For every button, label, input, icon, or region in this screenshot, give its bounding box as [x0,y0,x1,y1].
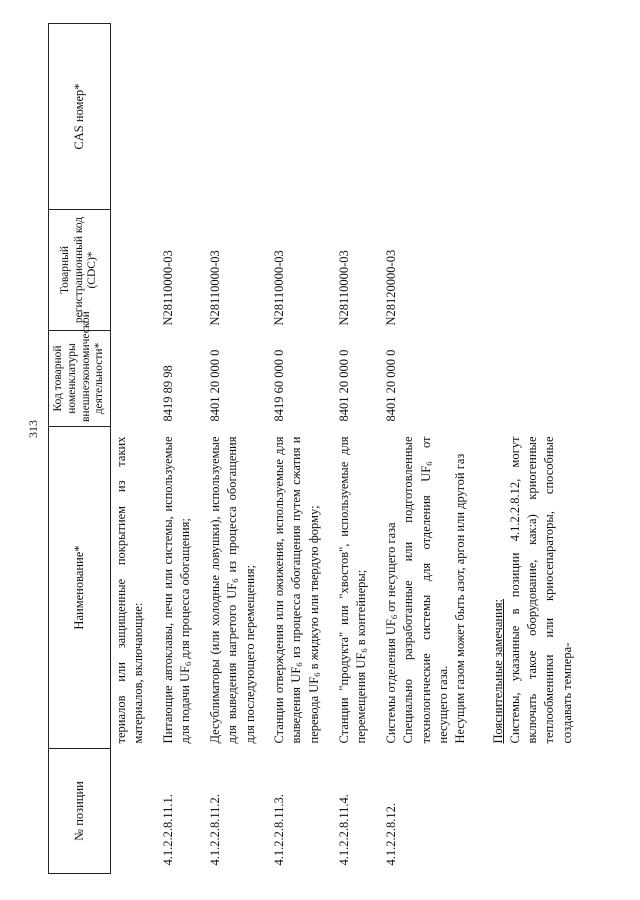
cdc-code: N28110000-03 [271,250,286,326]
table-row [205,24,269,874]
note-text: Системы, указанные в позиции 4.1.2.2.8.12, могут включать такое оборудование, как:а) криогенные теплообменники или криосепараторы, способные создавать темпера- [507,436,574,744]
cdc-code: N28110000-03 [336,250,351,326]
table-row [334,24,381,874]
table-row [269,24,334,874]
item-description: Специально разработанные или подготовленные технологические системы для отделения $UF_6$ от несущего газа. [401,436,451,744]
tn-ved-code: 8401 20 000 0 [383,349,398,422]
position-number: 4.1.2.2.8.11.3. [271,794,286,866]
position-number: 4.1.2.2.8.11.4. [336,794,351,866]
item-name: Станции "продукта" или "хвостов", используемые для перемещения $UF_6$ в контейнеры; [336,436,369,744]
cas-number [334,24,381,210]
item-description-extra: Несущим газом может быть азот, аргон или другой газ [453,453,468,744]
note [488,427,586,749]
cas-number [158,24,205,210]
cas-number [205,24,269,210]
tn-ved-code: 8401 20 000 0 [207,349,222,422]
header-position: № позиции [49,749,111,874]
position-number: 4.1.2.2.8.11.2. [207,794,222,866]
cdc-code: N28110000-03 [160,250,175,326]
item-name: Десублиматоры (или холодные ловушки), используемые для выведения нагретого $UF_6$ из процесса обогащения для последующего перемещения; [207,436,257,744]
position-number: 4.1.2.2.8.11.1. [160,794,175,866]
intro-text: териалов или защищенные покрытием из таких материалов, включающие: [114,436,146,744]
position-number: 4.1.2.2.8.12. [383,803,398,866]
intro-row [111,24,158,874]
item-title: Системы отделения $UF_6$ от несущего газа [383,522,399,744]
header-cas: CAS номер* [49,24,111,210]
cas-number [381,24,480,210]
page-number: 313 [26,420,40,438]
table-row [158,24,205,874]
rotated-page-content [48,24,588,874]
header-tn-ved: Код товарной номенклатуры внешнеэкономической деятельности* [49,331,111,427]
header-name: Наименование* [49,427,111,749]
item-name: Питающие автоклавы, печи или системы, используемые для подачи $UF_6$ для процесса обогащения; [160,436,193,744]
tn-ved-code: 8419 60 000 0 [271,349,286,422]
note-heading: Пояснительные замечания: [490,599,505,744]
cdc-code: N28110000-03 [207,250,222,326]
cdc-code: N28120000-03 [383,249,398,326]
item-name [381,427,480,749]
export-control-table [48,23,586,874]
tn-ved-code: 8419 89 98 [160,365,175,422]
header-cdc: Товарный регистрационный код (CDC)* [49,210,111,331]
note-row [488,24,586,874]
table-row [381,24,480,874]
cas-number [269,24,334,210]
tn-ved-code: 8401 20 000 0 [336,349,351,422]
item-name: Станции отверждения или ожижения, используемые для выведения $UF_6$ из процесса обогащения путем сжатия и перевода $UF_6$ в жидкую или твердую форму; [271,436,322,744]
